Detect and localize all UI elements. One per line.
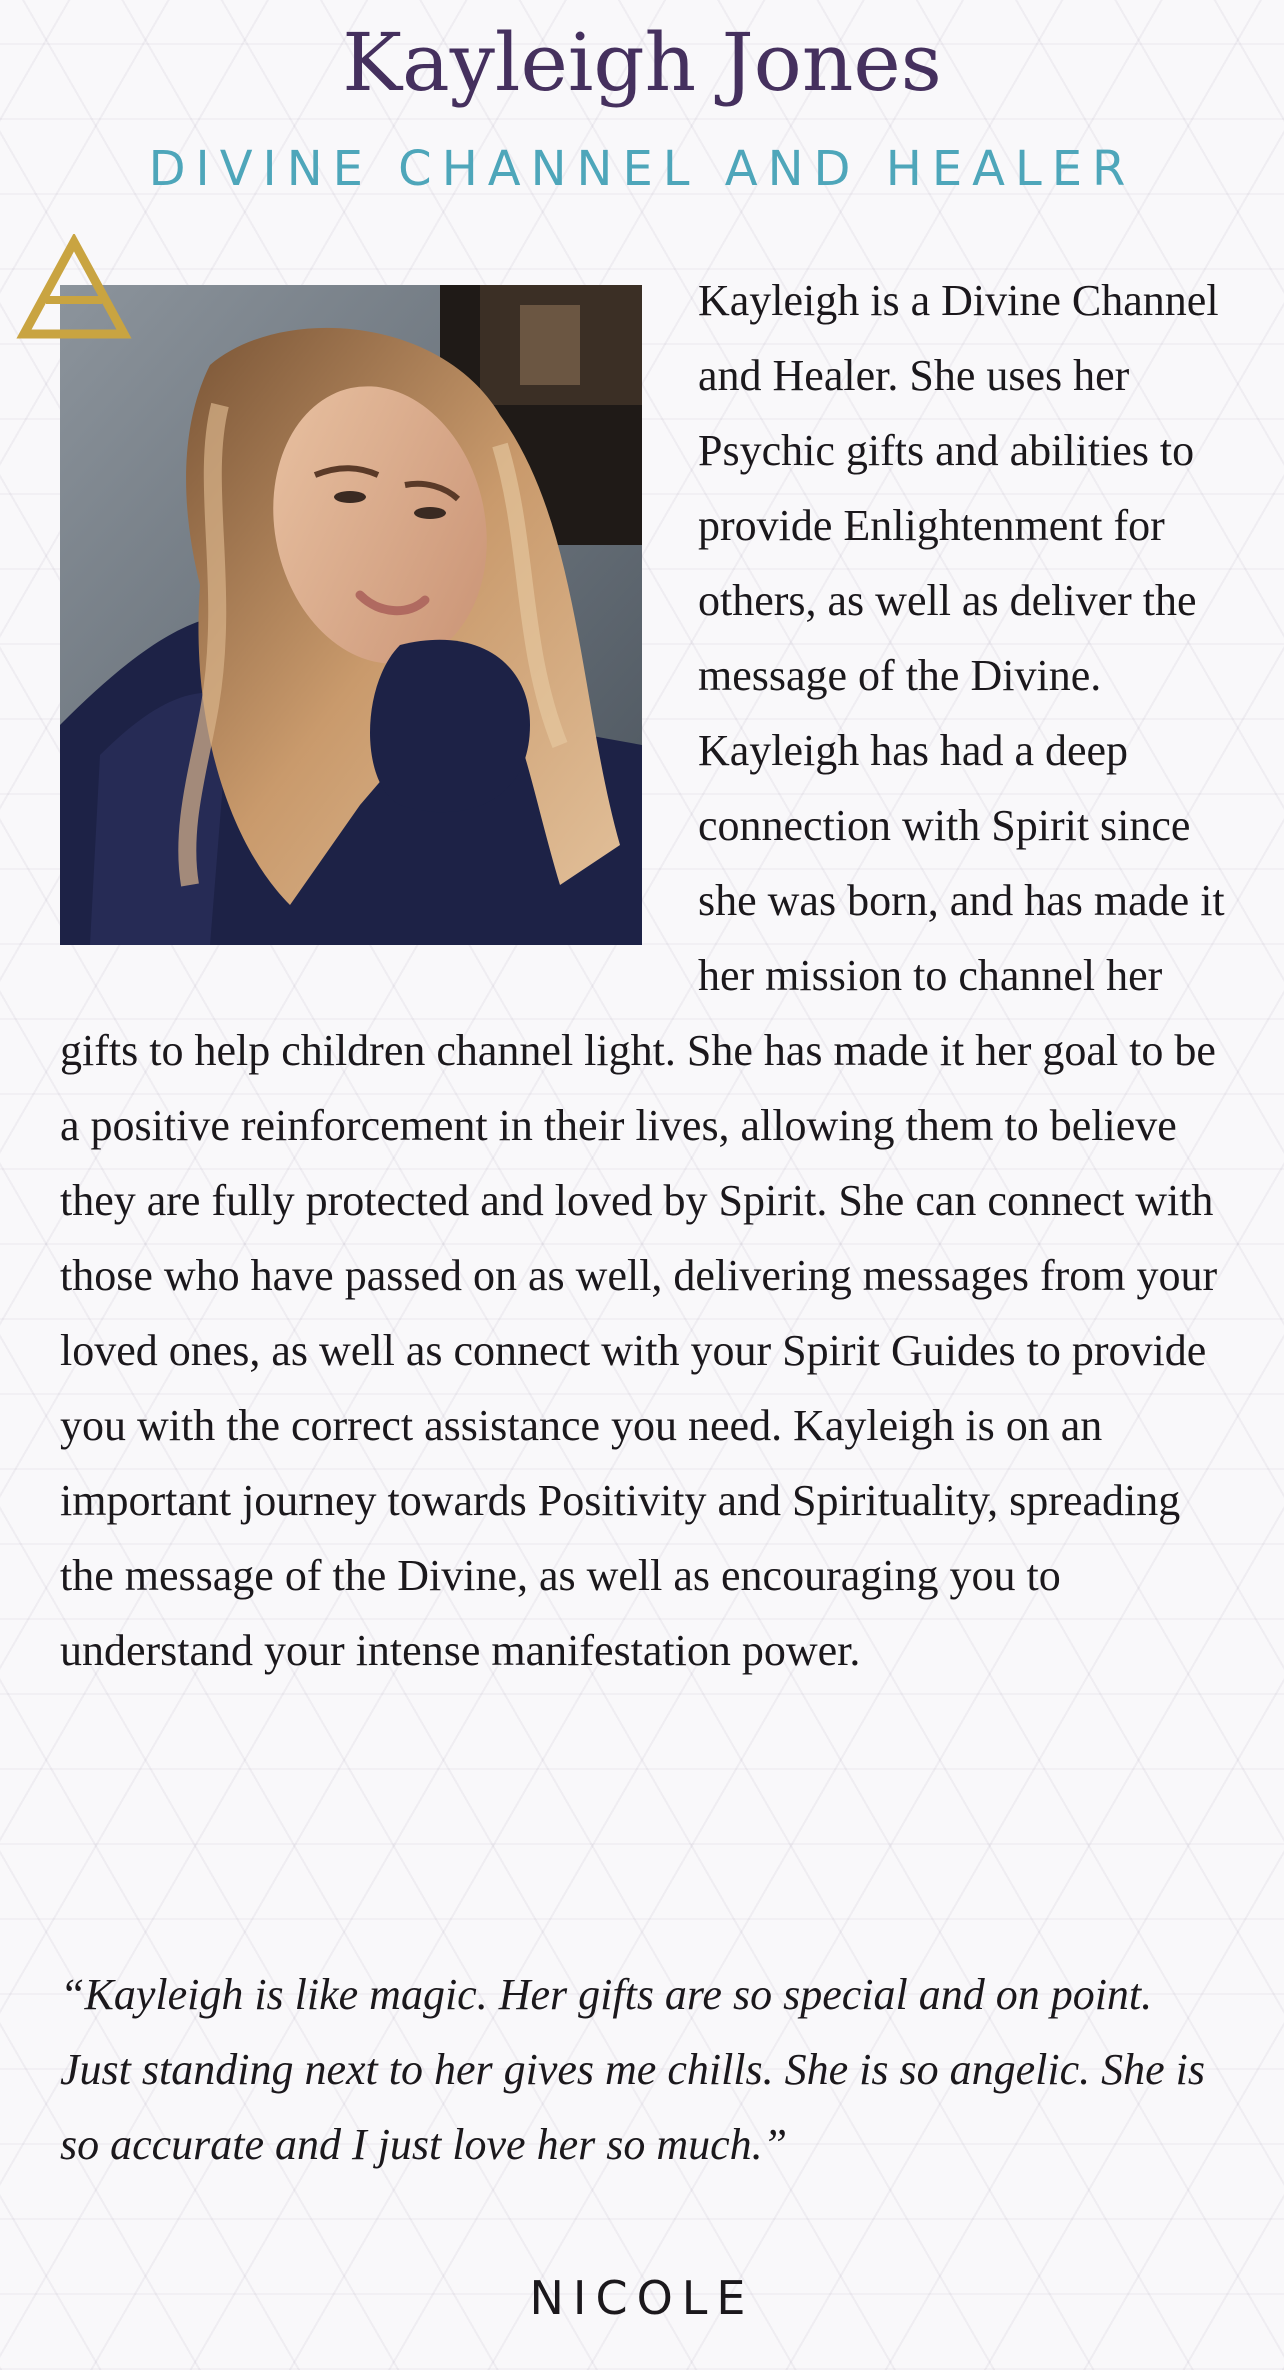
portrait-photo <box>60 285 642 945</box>
portrait-photo-drawing <box>60 285 642 945</box>
page-title: Kayleigh Jones <box>342 16 942 109</box>
testimonial-quote: “Kayleigh is like magic. Her gifts are so special and on point. Just standing next to her gives me chills. She is so angelic. She is so accurate and I just love her so much.” <box>60 1970 1206 2169</box>
bio-section <box>60 263 1232 1688</box>
page-subtitle: DIVINE CHANNEL AND HEALER <box>148 141 1136 197</box>
testimonial-author: NICOLE <box>529 2271 755 2325</box>
gold-triangle-icon <box>16 234 132 342</box>
bio-text: Kayleigh is a Divine Channel and Healer. She uses her Psychic gifts and abilities to provide Enlightenment for others, as well as deliver the message of the Divine. Kayleigh has had a deep connection with Spirit since she was born, and has made it her mission to channel her gifts to help children channel light. She has made it her goal to be a positive reinforcement in their lives, allowing them to believe they are fully protected and loved by Spirit. She can connect with those who have passed on as well, delivering messages from your loved ones, as well as connect with your Spirit Guides to provide you with the correct assistance you need. Kayleigh is on an important journey towards Positivity and Spirituality, spreading the message of the Divine, as well as encouraging you to understand your intense manifestation power. <box>60 276 1225 1675</box>
